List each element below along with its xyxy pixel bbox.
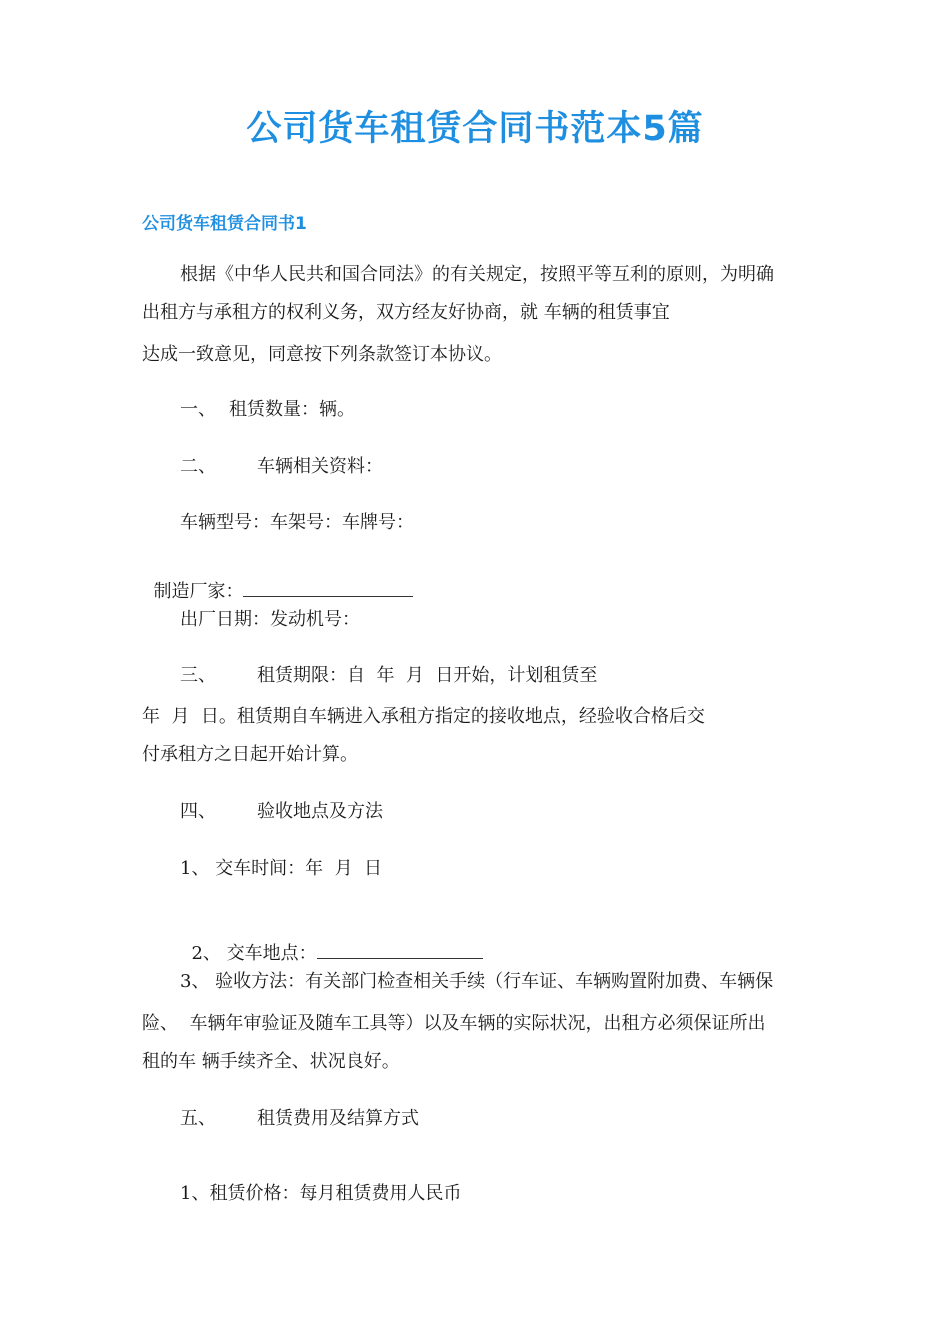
intro-line-1: 根据《中华人民共和国合同法》的有关规定，按照平等互利的原则，为明确	[180, 264, 774, 285]
clause-4-text: 验收地点及方法	[257, 801, 383, 822]
clause-5-number: 五、	[180, 1108, 216, 1129]
clause-5-text: 租赁费用及结算方式	[257, 1108, 419, 1129]
clause-3-number: 三、	[180, 665, 216, 686]
manufacturer-label: 制造厂家：	[153, 581, 244, 602]
delivery-place-label: 2、 交车地点：	[191, 943, 317, 964]
delivery-place-blank	[317, 940, 483, 959]
rental-price-line: 1、租赁价格：每月租赁费用人民币	[180, 1183, 462, 1204]
inspection-line-1: 3、 验收方法：有关部门检查相关手续（行车证、车辆购置附加费、车辆保	[180, 971, 774, 992]
section-heading: 公司货车租赁合同书1	[142, 214, 307, 234]
intro-line-3: 达成一致意见，同意按下列条款签订本协议。	[142, 344, 502, 365]
clause-3-line-3: 付承租方之日起开始计算。	[142, 744, 358, 765]
delivery-time-line: 1、 交车时间：年 月 日	[180, 858, 383, 879]
clause-3-text: 租赁期限：自 年 月 日开始，计划租赁至	[257, 665, 598, 686]
clause-4-number: 四、	[180, 801, 216, 822]
clause-2-number: 二、	[180, 456, 216, 477]
page-title: 公司货车租赁合同书范本5篇	[246, 109, 704, 149]
manufacturer-line	[142, 550, 413, 606]
manufacturer-blank	[243, 578, 413, 597]
clause-1-number: 一、	[180, 399, 216, 420]
clause-1-text: 租赁数量：辆。	[229, 399, 355, 420]
inspection-line-3: 租的车 辆手续齐全、状况良好。	[142, 1051, 400, 1072]
clause-2-text: 车辆相关资料：	[257, 456, 383, 477]
inspection-line-2: 险、 车辆年审验证及随车工具等）以及车辆的实际状况，出租方必须保证所出	[142, 1013, 766, 1034]
delivery-place-line	[180, 912, 483, 968]
production-date-line: 出厂日期：发动机号：	[180, 609, 360, 630]
intro-line-2: 出租方与承租方的权利义务，双方经友好协商，就 车辆的租赁事宜	[142, 302, 670, 323]
clause-3-line-2: 年 月 日。租赁期自车辆进入承租方指定的接收地点，经验收合格后交	[142, 706, 705, 727]
vehicle-info-line: 车辆型号：车架号：车牌号：	[180, 512, 414, 533]
